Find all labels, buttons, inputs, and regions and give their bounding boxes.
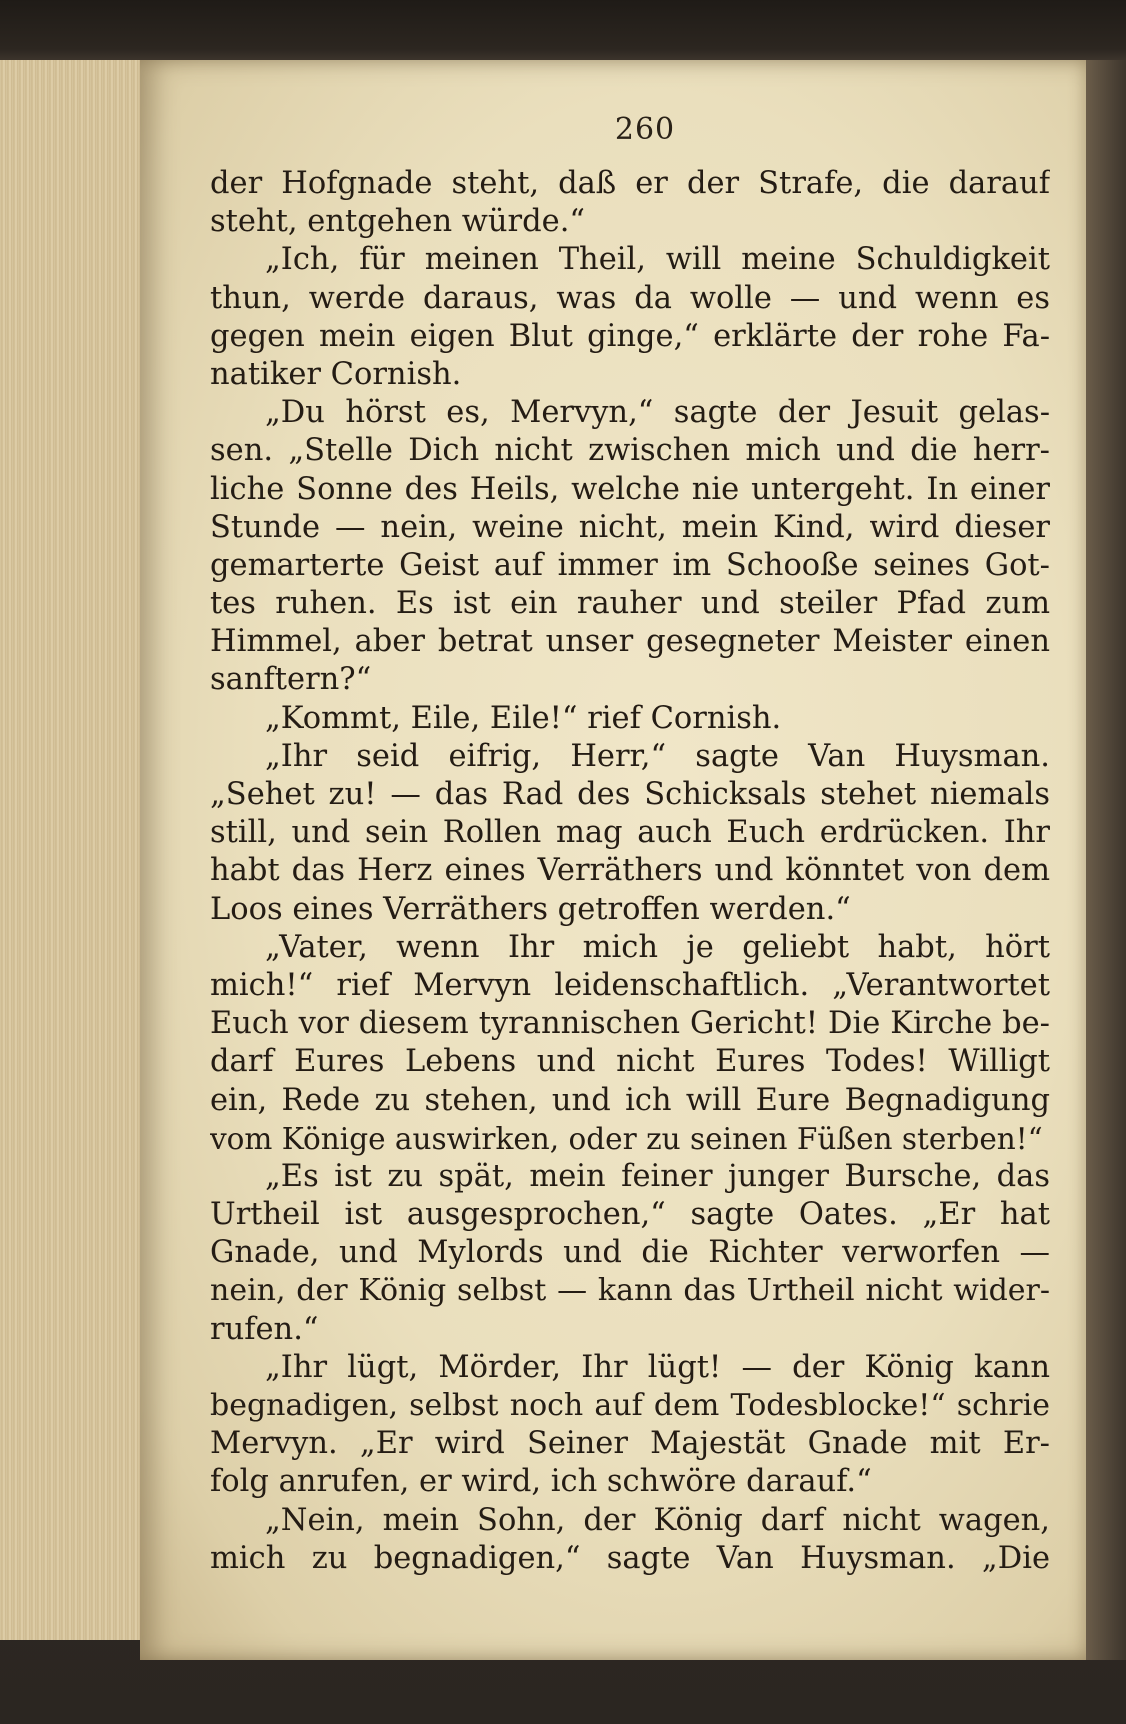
text-line: Loos eines Verräthers getroffen werden.“ bbox=[210, 891, 851, 927]
text-line: sanftern?“ bbox=[210, 662, 372, 698]
text-line: „Ihr seid eifrig, Herr,“ sagte Van Huysman. bbox=[265, 738, 1050, 774]
text-line: „Kommt, Eile, Eile!“ rief Cornish. bbox=[265, 700, 782, 736]
text-line: „Ich, für meinen Theil, will meine Schuldigkeit bbox=[265, 242, 1050, 278]
text-line: Gnade, und Mylords und die Richter verworfen — bbox=[210, 1235, 1050, 1271]
text-line: begnadigen, selbst noch auf dem Todesblocke!“ schrie bbox=[210, 1388, 1050, 1423]
text-line: Mervyn. „Er wird Seiner Majestät Gnade mit Er- bbox=[210, 1426, 1050, 1462]
text-line: „Nein, mein Sohn, der König darf nicht wagen, bbox=[265, 1502, 1050, 1538]
text-line: liche Sonne des Heils, welche nie untergeht. In einer bbox=[210, 471, 1050, 507]
text-line: natiker Cornish. bbox=[210, 356, 462, 392]
text-line: habt das Herz eines Verräthers und könntet von dem bbox=[210, 853, 1050, 889]
text-line: still, und sein Rollen mag auch Euch erdrücken. Ihr bbox=[210, 815, 1050, 851]
text-line: sen. „Stelle Dich nicht zwischen mich und die herr- bbox=[210, 433, 1050, 469]
text-line: Euch vor diesem tyrannischen Gericht! Die Kirche be- bbox=[210, 1006, 1050, 1042]
text-line: mich zu begnadigen,“ sagte Van Huysman. „Die bbox=[210, 1540, 1050, 1576]
text-line: folg anrufen, er wird, ich schwöre darauf.“ bbox=[210, 1464, 872, 1500]
text-line: „Vater, wenn Ihr mich je geliebt habt, hört bbox=[265, 929, 1050, 965]
text-line: tes ruhen. Es ist ein rauher und steiler Pfad zum bbox=[210, 586, 1050, 622]
text-line: darf Eures Lebens und nicht Eures Todes! Willigt bbox=[210, 1044, 1050, 1080]
body-text bbox=[210, 165, 1050, 1578]
page-stack-edge bbox=[0, 60, 152, 1640]
text-line: „Es ist zu spät, mein feiner junger Bursche, das bbox=[265, 1158, 1050, 1194]
text-line: nein, der König selbst — kann das Urtheil nicht wider- bbox=[210, 1273, 1050, 1309]
text-line: Stunde — nein, weine nicht, mein Kind, wird dieser bbox=[210, 509, 1050, 545]
text-line: thun, werde daraus, was da wolle — und wenn es bbox=[210, 280, 1050, 316]
text-line: mich!“ rief Mervyn leidenschaftlich. „Verantwortet bbox=[210, 967, 1050, 1003]
book-cover-edge bbox=[1086, 60, 1126, 1660]
text-line: vom Könige auswirken, oder zu seinen Füßen sterben!“ bbox=[210, 1121, 1043, 1156]
page-number: 260 bbox=[614, 112, 676, 147]
text-line: steht, entgehen würde.“ bbox=[210, 204, 585, 240]
text-line: Urtheil ist ausgesprochen,“ sagte Oates. „Er hat bbox=[210, 1197, 1050, 1233]
text-line: ein, Rede zu stehen, und ich will Eure Begnadigung bbox=[210, 1082, 1050, 1118]
text-line: „Ihr lügt, Mörder, Ihr lügt! — der König kann bbox=[265, 1349, 1050, 1385]
text-line: rufen.“ bbox=[210, 1311, 319, 1347]
text-line: „Du hörst es, Mervyn,“ sagte der Jesuit gelas- bbox=[265, 395, 1050, 431]
text-line: gemarterte Geist auf immer im Schooße seines Got- bbox=[210, 547, 1050, 583]
text-line: „Sehet zu! — das Rad des Schicksals stehet niemals bbox=[210, 777, 1050, 812]
text-line: der Hofgnade steht, daß er der Strafe, die darauf bbox=[210, 166, 1050, 201]
text-line: Himmel, aber betrat unser gesegneter Meister einen bbox=[210, 624, 1050, 660]
text-line: gegen mein eigen Blut ginge,“ erklärte der rohe Fa- bbox=[210, 318, 1050, 354]
